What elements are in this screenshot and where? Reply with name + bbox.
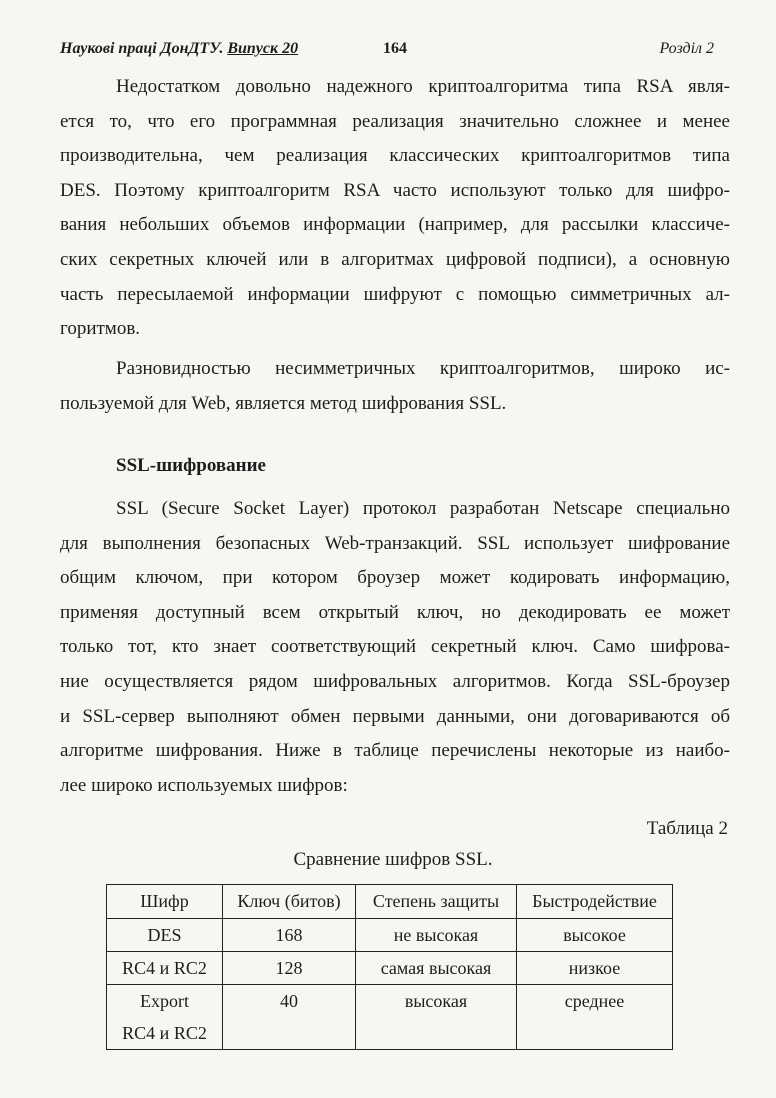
table-row (107, 985, 673, 1050)
table-cell: не высокая (356, 919, 517, 952)
text-line: горитмов. (60, 318, 141, 340)
column-header-cipher: Шифр (107, 885, 223, 919)
table-header-row (107, 885, 673, 919)
text-line: лее широко используемых шифров: (60, 774, 348, 796)
cipher-comparison-table (106, 884, 673, 1050)
text-line: ется то, что его программная реализация значительно сложнее и менее (60, 110, 730, 132)
text-line: для выполнения безопасных Web-транзакций. SSL использует шифрование (60, 532, 730, 554)
paragraph-ssl (60, 492, 730, 803)
text-line: часть пересылаемой информации шифруют с помощью симметричных ал- (60, 283, 730, 305)
text-line: ских секретных ключей или в алгоритмах цифровой подписи), а основную (60, 248, 730, 270)
column-header-speed: Быстродействие (517, 885, 673, 919)
table-number: Таблица 2 (646, 818, 728, 839)
table-cell: Export RC4 и RC2 (107, 985, 223, 1050)
table-cell: высокое (517, 919, 673, 952)
table-cell: среднее (517, 985, 673, 1050)
text-line: и SSL-сервер выполняют обмен первыми данными, они договариваются об (60, 705, 730, 727)
text-line: общим ключом, при котором броузер может кодировать информацию, (60, 567, 730, 589)
paragraph-ssl-text (60, 492, 730, 803)
table-cell: DES (107, 919, 223, 952)
text-line: пользуемой для Web, является метод шифрования SSL. (60, 392, 507, 414)
table-cell: 128 (223, 952, 356, 985)
paragraph-rsa-text (60, 70, 730, 347)
text-line: применяя доступный всем открытый ключ, но декодировать ее может (60, 601, 730, 623)
text-line: SSL (Secure Socket Layer) протокол разработан Netscape специально (116, 498, 730, 519)
text-line: производительна, чем реализация классических криптоалгоритмов типа (60, 145, 730, 167)
text-line: ние осуществляется рядом шифровальных алгоритмов. Когда SSL-броузер (60, 670, 730, 692)
table-cell: самая высокая (356, 952, 517, 985)
column-header-security: Степень защиты (356, 885, 517, 919)
table-row (107, 919, 673, 952)
running-header (60, 40, 714, 64)
table-row (107, 952, 673, 985)
table-caption: Сравнение шифров SSL. (293, 849, 493, 870)
table-cell: низкое (517, 952, 673, 985)
section-heading: SSL-шифрование (116, 455, 266, 476)
text-line: вания небольших объемов информации (например, для рассылки классиче- (60, 214, 730, 236)
paragraph-asymmetric (60, 352, 730, 421)
paragraph-rsa (60, 70, 730, 347)
journal-name: Наукові праці ДонДТУ. (60, 40, 228, 57)
text-line: только тот, кто знает соответствующий секретный ключ. Само шифрова- (60, 636, 730, 658)
text-line: Недостатком довольно надежного криптоалгоритма типа RSA явля- (116, 76, 730, 97)
section-label: Розділ 2 (659, 40, 714, 57)
table-cell: 40 (223, 985, 356, 1050)
table-cell: 168 (223, 919, 356, 952)
text-line: DES. Поэтому криптоалгоритм RSA часто используют только для шифро- (60, 179, 730, 201)
column-header-key-bits: Ключ (битов) (223, 885, 356, 919)
paragraph-asymmetric-text (60, 352, 730, 421)
text-line: Разновидностью несимметричных криптоалгоритмов, широко ис- (116, 358, 730, 379)
page-number: 164 (383, 40, 407, 57)
table-cell: RC4 и RC2 (107, 952, 223, 985)
journal-title (60, 40, 298, 58)
text-line: алгоритме шифрования. Ниже в таблице перечислены некоторые из наибо- (60, 740, 730, 762)
issue-number: Випуск 20 (227, 40, 299, 57)
table-cell: высокая (356, 985, 517, 1050)
